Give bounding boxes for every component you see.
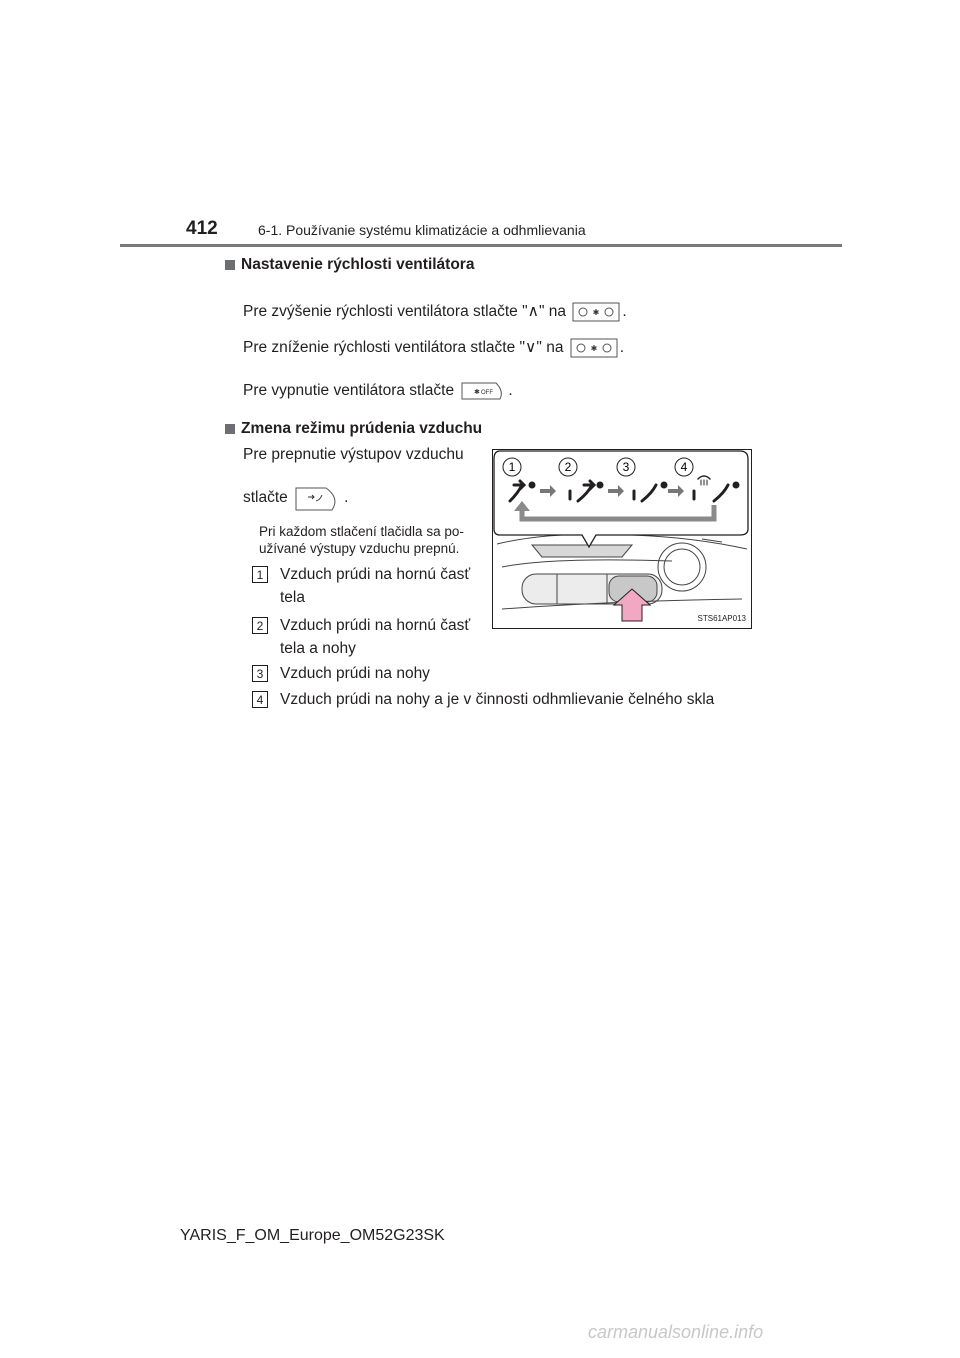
figure-code: STS61AP013 — [697, 614, 746, 623]
off-label: OFF — [481, 390, 494, 396]
bullet-square-icon — [225, 424, 235, 434]
text: Pre vypnutie ventilátora stlačte — [243, 382, 455, 400]
mode-number: 4 — [680, 460, 688, 474]
text: " na — [536, 339, 564, 357]
fan-speed-button-icon — [570, 338, 618, 358]
section-heading-text: Nastavenie rýchlosti ventilátora — [241, 256, 475, 273]
item-number: 2 — [252, 617, 268, 634]
chapter-title: 6-1. Používanie systému klimatizácie a odhmlievania — [258, 222, 586, 238]
item-text: Vzduch prúdi na nohy — [280, 665, 430, 682]
text: Pre zníženie rýchlosti ventilátora stlačte " — [243, 339, 526, 357]
mode-callout — [494, 451, 748, 547]
fan-off-button-icon — [460, 381, 506, 401]
item-text: tela a nohy — [280, 640, 356, 657]
svg-text:✱: ✱ — [590, 344, 598, 353]
mode-number: 3 — [622, 460, 630, 474]
up-symbol: ∧ — [527, 303, 539, 321]
section-heading-airflow — [225, 420, 482, 438]
period: . — [344, 489, 349, 507]
text: Pre zvýšenie rýchlosti ventilátora stlačte " — [243, 303, 528, 321]
fan-off-line — [243, 381, 513, 401]
fan-speed-button-icon — [572, 302, 620, 322]
period: . — [619, 339, 625, 357]
item-number: 4 — [252, 691, 268, 708]
period: . — [508, 382, 513, 400]
item-number: 1 — [252, 566, 268, 583]
header-rule — [120, 244, 842, 247]
item-text: Vzduch prúdi na hornú časť — [280, 617, 471, 634]
airflow-intro-line2 — [243, 484, 348, 512]
airflow-intro-line1: Pre prepnutie výstupov vzduchu — [243, 446, 464, 463]
watermark: carmanualsonline.info — [588, 1322, 764, 1342]
mode-number: 2 — [564, 460, 572, 474]
document-id: YARIS_F_OM_Europe_OM52G23SK — [180, 1227, 445, 1244]
svg-text:✱: ✱ — [474, 389, 481, 396]
svg-text:✱: ✱ — [593, 308, 600, 317]
section-heading-fan-speed — [225, 256, 474, 274]
period: . — [622, 303, 627, 321]
note-line: užívané výstupy vzduchu prepnú. — [259, 541, 460, 556]
bullet-square-icon — [225, 260, 235, 270]
page-number: 412 — [186, 218, 218, 239]
airflow-mode-figure — [492, 449, 752, 629]
note-line: Pri každom stlačení tlačidla sa po- — [259, 524, 464, 539]
item-text: Vzduch prúdi na nohy a je v činnosti odhmlievanie čelného skla — [280, 691, 715, 708]
text: stlačte — [243, 489, 288, 507]
airflow-mode-button-icon — [294, 484, 342, 512]
section-heading-text: Zmena režimu prúdenia vzduchu — [241, 420, 483, 437]
item-text: Vzduch prúdi na hornú časť — [280, 566, 471, 583]
text: " na — [538, 303, 567, 321]
down-symbol: ∨ — [525, 339, 537, 357]
fan-increase-line — [243, 302, 627, 322]
item-number: 3 — [252, 665, 268, 682]
airflow-note — [259, 523, 464, 557]
fan-decrease-line — [243, 338, 624, 358]
item-text: tela — [280, 589, 305, 606]
mode-number: 1 — [508, 460, 516, 474]
